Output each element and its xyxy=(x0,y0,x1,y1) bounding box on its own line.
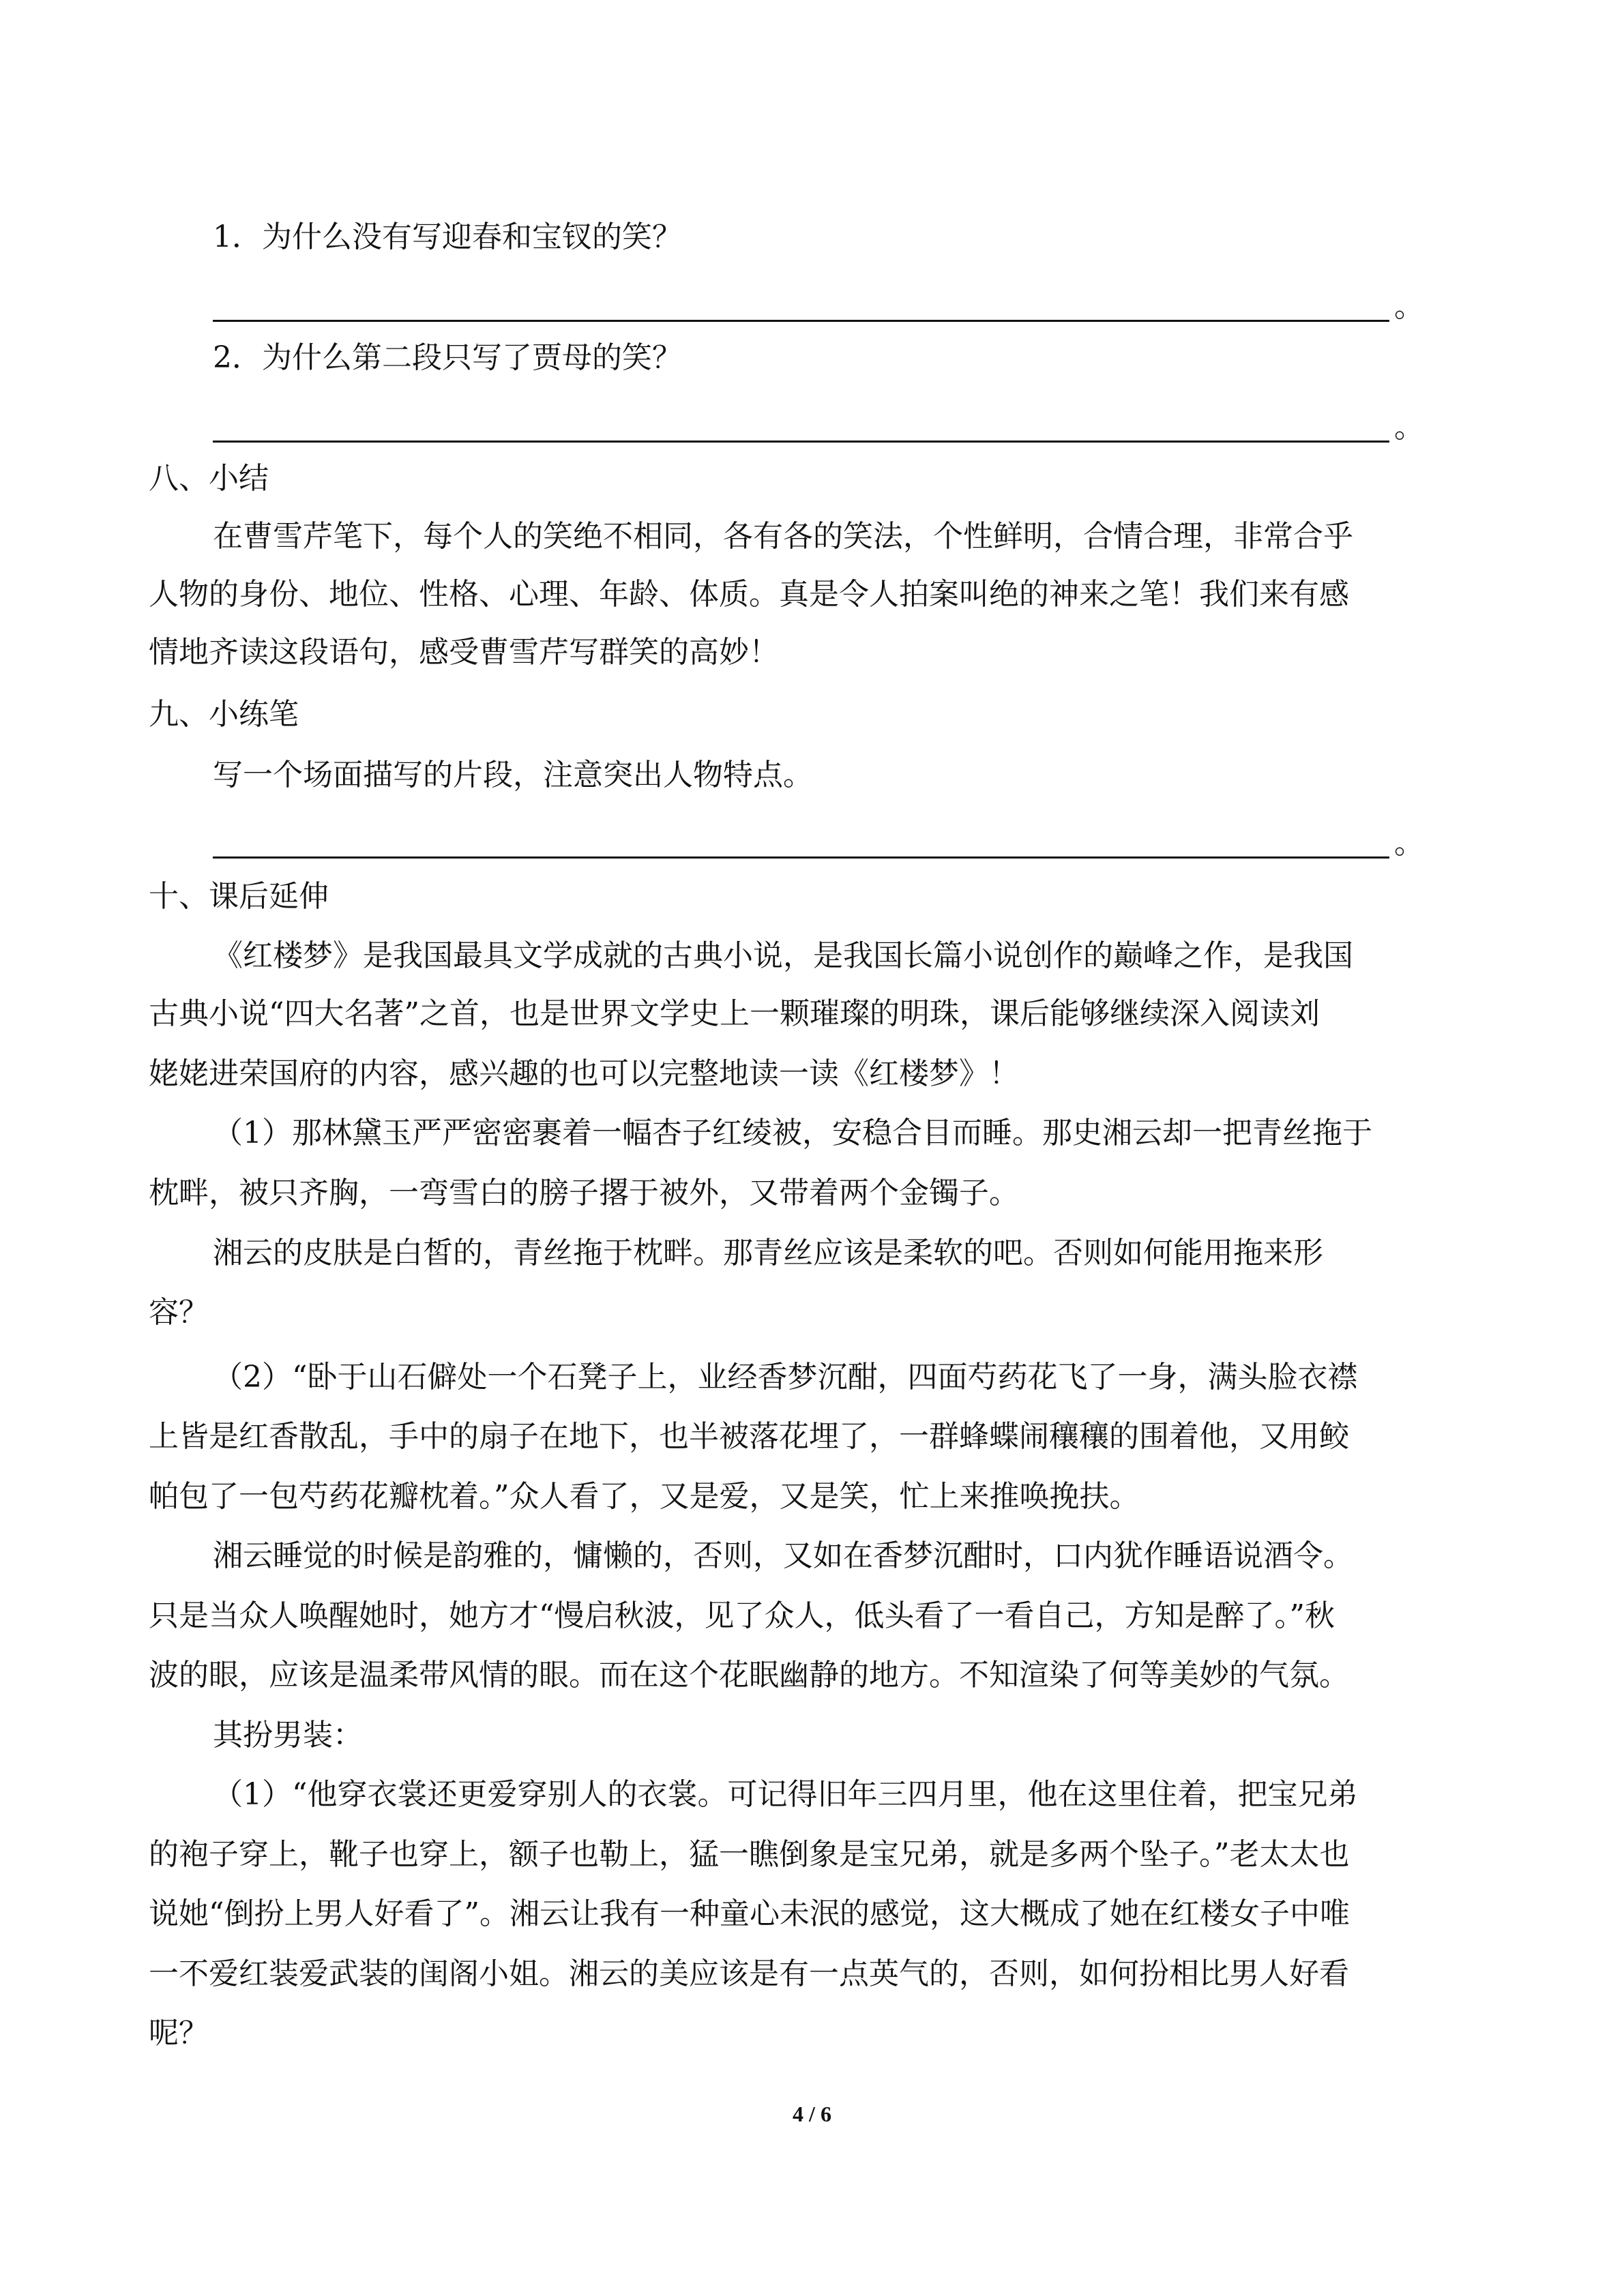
commentary-1-line: 容？ xyxy=(149,1295,209,1330)
summary-line: 在曹雪芹笔下，每个人的笑绝不相同，各有各的笑法，个性鲜明，合情合理，非常合乎 xyxy=(213,519,1353,554)
page-number: 4 / 6 xyxy=(793,2102,831,2126)
blank-period: 。 xyxy=(1394,289,1424,324)
summary-line: 情地齐读这段语句，感受曹雪芹写群笑的高妙！ xyxy=(149,635,779,670)
question-2: 2．为什么第二段只写了贾母的笑？ xyxy=(213,340,682,375)
answer-blank-1[interactable] xyxy=(213,286,1424,327)
answer-underline xyxy=(213,320,1389,322)
excerpt-1-line: （1）那林黛玉严严密密裹着一幅杏子红绫被，安稳合目而睡。那史湘云却一把青丝拖于 xyxy=(213,1116,1372,1150)
answer-blank-3[interactable] xyxy=(213,823,1424,864)
summary-line: 人物的身份、地位、性格、心理、年龄、体质。真是令人拍案叫绝的神来之笔！我们来有感 xyxy=(149,577,1349,612)
excerpt-3-line: 的袍子穿上，靴子也穿上，额子也勒上，猛一瞧倒象是宝兄弟，就是多两个坠子。”老太太也 xyxy=(149,1837,1350,1872)
commentary-1-line: 湘云的皮肤是白皙的，青丝拖于枕畔。那青丝应该是柔软的吧。否则如何能用拖来形 xyxy=(213,1236,1323,1270)
answer-blank-2[interactable] xyxy=(213,407,1424,448)
commentary-2-line: 波的眼，应该是温柔带风情的眼。而在这个花眠幽静的地方。不知渲染了何等美妙的气氛。 xyxy=(149,1658,1349,1693)
excerpt-2-line: （2）“卧于山石僻处一个石凳子上，业经香梦沉酣，四面芍药花飞了一身，满头脸衣襟 xyxy=(213,1360,1358,1395)
answer-underline xyxy=(213,441,1389,443)
excerpt-2-line: 帕包了一包芍药花瓣枕着。”众人看了，又是爱，又是笑，忙上来推唤挽扶。 xyxy=(149,1479,1140,1514)
excerpt-3-line: 说她“倒扮上男人好看了”。湘云让我有一种童心未泯的感觉，这大概成了她在红楼女子中唯 xyxy=(149,1896,1350,1931)
subheading-male-attire: 其扮男装： xyxy=(213,1718,363,1753)
excerpt-3-line: 呢？ xyxy=(149,2016,209,2051)
blank-period: 。 xyxy=(1394,410,1424,445)
section-heading-writing-practice: 九、小练笔 xyxy=(149,697,299,732)
extension-intro-line: 古典小说“四大名著”之首，也是世界文学史上一颗璀璨的明珠，课后能够继续深入阅读刘 xyxy=(149,996,1320,1031)
extension-intro-line: 姥姥进荣国府的内容，感兴趣的也可以完整地读一读《红楼梦》！ xyxy=(149,1056,1019,1091)
blank-period: 。 xyxy=(1394,826,1424,861)
excerpt-3-line: （1）“他穿衣裳还更爱穿别人的衣裳。可记得旧年三四月里，他在这里住着，把宝兄弟 xyxy=(213,1777,1358,1812)
excerpt-3-line: 一不爱红装爱武装的闺阁小姐。湘云的美应该是有一点英气的，否则，如何扮相比男人好看 xyxy=(149,1956,1349,1991)
excerpt-2-line: 上皆是红香散乱，手中的扇子在地下，也半被落花埋了，一群蜂蝶闹穰穰的围着他，又用鲛 xyxy=(149,1419,1349,1454)
commentary-2-line: 只是当众人唤醒她时，她方才“慢启秋波，见了众人，低头看了一看自己，方知是醉了。”秋 xyxy=(149,1598,1335,1633)
extension-intro-line: 《红楼梦》是我国最具文学成就的古典小说，是我国长篇小说创作的巅峰之作，是我国 xyxy=(213,938,1353,973)
commentary-2-line: 湘云睡觉的时候是韵雅的，慵懒的，否则，又如在香梦沉酣时，口内犹作睡语说酒令。 xyxy=(213,1538,1353,1573)
excerpt-1-line: 枕畔，被只齐胸，一弯雪白的膀子撂于被外，又带着两个金镯子。 xyxy=(149,1176,1019,1210)
question-1: 1．为什么没有写迎春和宝钗的笑？ xyxy=(213,220,682,254)
answer-underline xyxy=(213,856,1389,859)
section-heading-extension: 十、课后延伸 xyxy=(149,879,329,914)
writing-prompt: 写一个场面描写的片段，注意突出人物特点。 xyxy=(213,758,813,792)
section-heading-summary: 八、小结 xyxy=(149,461,269,496)
